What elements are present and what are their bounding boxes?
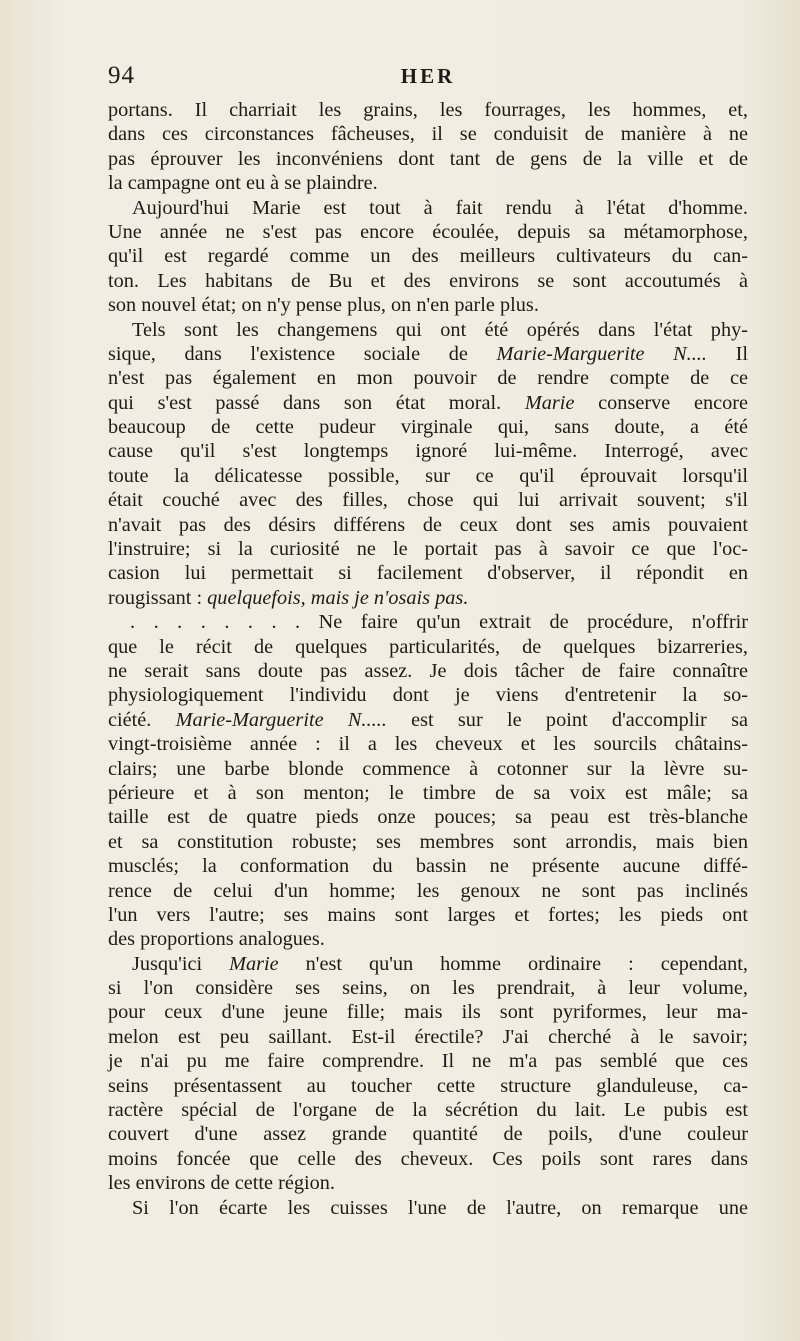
text-segment: est sur le point d'accomplir sa [386, 708, 749, 731]
italic-text: Marie-Marguerite N..... [175, 708, 387, 731]
text-line [108, 537, 748, 561]
text-segment: clairs; une barbe blonde commence à cotonner sur la lèvre su- [108, 757, 748, 780]
text-segment: moins foncée que celle des cheveux. Ces poils sont rares dans [108, 1147, 748, 1170]
text-line [108, 610, 748, 634]
text-segment: musclés; la conformation du bassin ne présente aucune diffé- [108, 855, 748, 878]
text-line [108, 757, 748, 781]
text-line [108, 244, 748, 268]
text-line [108, 708, 748, 732]
text-segment: si l'on considère ses seins, on les prendrait, à leur volume, [108, 977, 748, 1000]
text-segment: ne serait sans doute pas assez. Je dois tâcher de faire connaître [108, 659, 748, 682]
text-segment: ton. Les habitans de Bu et des environs se sont accoutumés à [108, 269, 748, 292]
text-segment: l'un vers l'autre; ses mains sont larges et fortes; les pieds ont [108, 903, 748, 926]
text-segment: taille est de quatre pieds onze pouces; sa peau est très-blanche [108, 806, 748, 829]
text-line [108, 952, 748, 976]
text-segment: sique, dans l'existence sociale de [108, 342, 497, 365]
text-line [108, 1171, 748, 1195]
text-line [108, 293, 748, 317]
body-text [108, 98, 748, 1220]
text-line [108, 1196, 748, 1220]
text-segment: qui s'est passé dans son état moral. [108, 391, 525, 414]
text-line [108, 269, 748, 293]
text-line [108, 683, 748, 707]
text-segment: beaucoup de cette pudeur virginale qui, sans doute, a été [108, 416, 748, 439]
text-line [108, 1000, 748, 1024]
text-line [108, 903, 748, 927]
text-line [108, 586, 748, 610]
text-line [108, 976, 748, 1000]
text-segment: l'instruire; si la curiosité ne le portait pas à savoir ce que l'oc- [108, 538, 748, 561]
text-line [108, 318, 748, 342]
text-segment: Tels sont les changemens qui ont été opérés dans l'état phy- [132, 318, 748, 341]
text-line [108, 513, 748, 537]
text-line [108, 391, 748, 415]
text-line [108, 927, 748, 951]
text-line [108, 1074, 748, 1098]
text-segment: casion lui permettait si facilement d'observer, il répondit en [108, 562, 748, 585]
italic-text: Marie [229, 952, 279, 975]
text-segment: rougissant : [108, 586, 208, 609]
text-segment: des proportions analogues. [108, 928, 325, 951]
text-line [108, 342, 748, 366]
text-line [108, 805, 748, 829]
text-segment: physiologiquement l'individu dont je viens d'entretenir la so- [108, 684, 748, 707]
text-line [108, 122, 748, 146]
text-segment: périeure et à son menton; le timbre de sa voix est mâle; sa [108, 781, 748, 804]
text-line [108, 366, 748, 390]
text-line [108, 732, 748, 756]
text-segment: Si l'on écarte les cuisses l'une de l'autre, on remarque une [132, 1196, 748, 1219]
text-segment: portans. Il charriait les grains, les fourrages, les hommes, et, [108, 99, 748, 121]
italic-text: Marie-Marguerite N.... [496, 342, 707, 365]
text-segment: ractère spécial de l'organe de la sécrétion du lait. Le pubis est [108, 1099, 748, 1122]
text-segment: Aujourd'hui Marie est tout à fait rendu à l'état d'homme. [132, 196, 748, 219]
text-segment: . . . . . . . . Ne faire qu'un extrait de procédure, n'offrir [130, 611, 748, 634]
text-line [108, 1049, 748, 1073]
text-line [108, 659, 748, 683]
page-number: 94 [108, 62, 135, 89]
text-segment: vingt-troisième année : il a les cheveux et les sourcils châtains- [108, 733, 748, 756]
italic-text: Marie [524, 391, 575, 414]
text-segment: pour ceux d'une jeune fille; mais ils sont pyriformes, leur ma- [108, 1001, 748, 1024]
text-segment: et sa constitution robuste; ses membres sont arrondis, mais bien [108, 830, 748, 853]
text-segment: couvert d'une assez grande quantité de poils, d'une couleur [108, 1123, 748, 1146]
text-segment: Une année ne s'est pas encore écoulée, depuis sa métamorphose, [108, 220, 748, 243]
text-line [108, 439, 748, 463]
text-line [108, 781, 748, 805]
text-segment: Jusqu'ici [132, 952, 230, 975]
text-line [108, 1098, 748, 1122]
text-line [108, 830, 748, 854]
running-head: HER [400, 64, 456, 88]
text-segment: pas éprouver les inconvéniens dont tant de gens de la ville et de [108, 147, 748, 170]
text-line [108, 98, 748, 122]
text-line [108, 1147, 748, 1171]
text-segment: dans ces circonstances fâcheuses, il se conduisit de manière à ne [108, 123, 748, 146]
text-line [108, 854, 748, 878]
text-segment: que le récit de quelques particularités, de quelques bizarreries, [108, 635, 748, 658]
italic-text: quelquefois, mais je n'osais pas. [207, 586, 469, 609]
text-segment: ciété. [108, 708, 176, 731]
text-segment: melon est peu saillant. Est-il érectile? J'ai cherché à le savoir; [108, 1025, 748, 1048]
text-segment: les environs de cette région. [108, 1172, 335, 1195]
text-line [108, 171, 748, 195]
text-line [108, 1122, 748, 1146]
text-segment: n'est pas également en mon pouvoir de rendre compte de ce [108, 367, 748, 390]
text-line [108, 196, 748, 220]
text-segment: rence de celui d'un homme; les genoux ne sont pas inclinés [108, 879, 748, 902]
text-segment: cause qu'il s'est longtemps ignoré lui-même. Interrogé, avec [108, 440, 748, 463]
page-header [108, 62, 748, 98]
text-segment: conserve encore [574, 391, 748, 414]
text-segment: était couché avec des filles, chose qui lui arrivait souvent; s'il [108, 489, 748, 512]
text-line [108, 488, 748, 512]
text-segment: toute la délicatesse possible, sur ce qu'il éprouvait lorsqu'il [108, 464, 748, 487]
text-segment: son nouvel état; on n'y pense plus, on n'en parle plus. [108, 294, 539, 317]
text-line [108, 879, 748, 903]
text-line [108, 635, 748, 659]
text-line [108, 147, 748, 171]
text-line [108, 415, 748, 439]
text-segment: je n'ai pu me faire comprendre. Il ne m'a pas semblé que ces [108, 1050, 748, 1073]
text-line [108, 220, 748, 244]
text-line [108, 464, 748, 488]
text-line [108, 561, 748, 585]
text-segment: n'avait pas des désirs différens de ceux dont ses amis pouvaient [108, 513, 748, 536]
text-segment: qu'il est regardé comme un des meilleurs cultivateurs du can- [108, 245, 748, 268]
text-segment: la campagne ont eu à se plaindre. [108, 172, 378, 195]
text-segment: n'est qu'un homme ordinaire : cependant, [278, 952, 748, 975]
text-line [108, 1025, 748, 1049]
text-segment: Il [706, 342, 748, 365]
text-segment: seins présentassent au toucher cette structure glanduleuse, ca- [108, 1074, 748, 1097]
